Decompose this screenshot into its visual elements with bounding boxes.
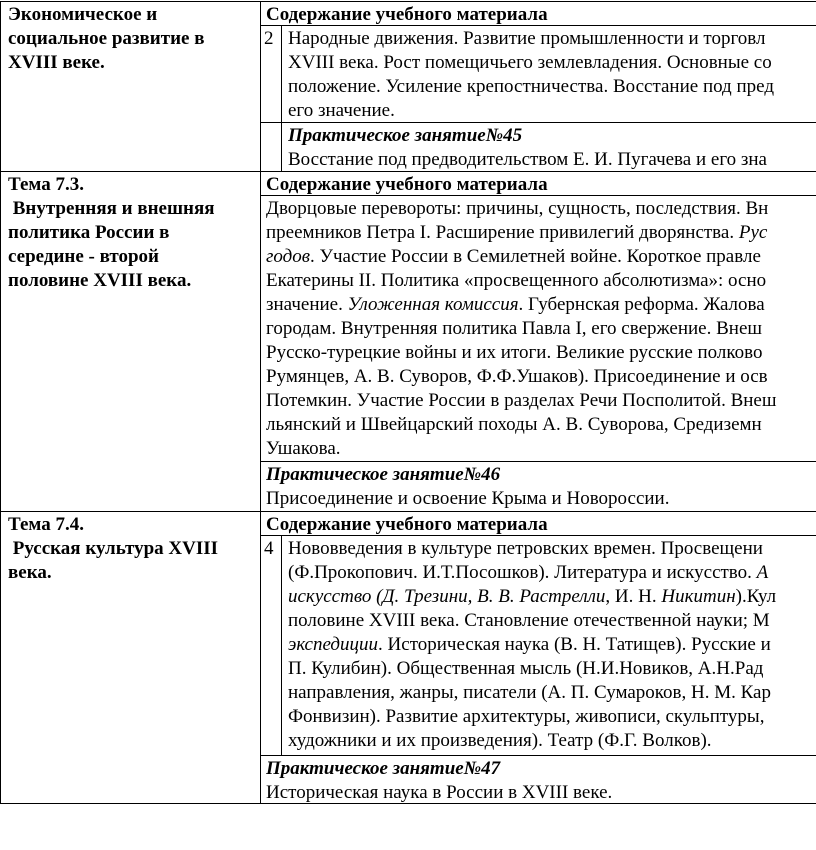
content-line [266,197,816,221]
topic-title-line: социальное развитие в [8,28,205,49]
practical-divider [260,461,816,462]
hours-number-3: 4 [264,538,274,559]
italic-segment: искусство (Д. Трезини, В. В. Растрелли [288,586,606,607]
practical-text-1: Восстание под предводительством Е. И. Пугачева и его зна [288,149,767,170]
practical-title-3: Практическое занятие№47 [266,758,501,779]
section-header-3: Содержание учебного материала [266,514,548,535]
text-segment: художники и их произведения). Театр (Ф.Г. Волков). [288,730,712,751]
content-line [266,341,816,365]
text-segment: Нововведения в культуре петровских времен. Просвещени [288,538,763,559]
content-line [266,317,816,341]
italic-segment: Рус [738,222,768,243]
text-segment: , И. Н. [605,586,662,607]
text-segment: направления, жанры, писатели (А. П. Сумароков, Н. М. Кар [288,682,771,703]
topic-title-line: политика России в [8,222,170,243]
text-segment: (Ф.Прокопович. И.Т.Посошков). Литература и искусство. [288,562,757,583]
content-line [288,729,816,753]
header-divider [260,195,816,196]
topic-title-2 [8,173,256,293]
content-line [288,585,816,609]
number-column-divider [281,535,282,755]
text-segment: Дворцовые перевороты: причины, сущность, последствия. Вн [266,198,769,219]
text-segment: . Участие России в Семилетней войне. Короткое правле [310,246,761,267]
practical-title-1: Практическое занятие№45 [288,125,523,146]
content-line [288,561,816,585]
section-content-2 [266,197,816,461]
content-line [288,51,816,75]
text-segment: льянский и Швейцарский походы А. В. Суворова, Средиземн [266,414,762,435]
italic-segment: годов [266,246,311,267]
text-segment: значение. [266,294,348,315]
topic-title-line: Экономическое и [8,4,158,25]
topic-title-line: Тема 7.3. [8,174,84,195]
content-line [266,221,816,245]
italic-segment: А [756,562,769,583]
content-line [266,413,816,437]
section-content-1 [288,27,816,123]
column-divider [260,1,261,804]
content-line [288,657,816,681]
text-segment: Фонвизин). Развитие архитектуры, живописи, скульптуры, [288,706,770,727]
text-segment: Румянцев, А. В. Суворов, Ф.Ф.Ушаков). Присоединение и осв [266,366,768,387]
text-segment: . Губернская реформа. Жалова [518,294,765,315]
topic-title-line: середине - второй [8,246,159,267]
content-line [288,537,816,561]
section-header-2: Содержание учебного материала [266,174,548,195]
content-line [266,437,816,461]
topic-title-line: Внутренняя и внешняя [8,198,215,219]
row-divider [0,171,816,172]
hours-number-1: 2 [264,28,274,49]
content-line [288,609,816,633]
content-line [266,365,816,389]
number-column-divider [281,25,282,171]
content-line [288,633,816,657]
text-segment: половине XVIII века. Становление отечественной науки; М [288,610,770,631]
topic-title-1 [8,3,256,75]
text-segment: его значение. [288,100,395,121]
practical-title-2: Практическое занятие№46 [266,464,501,485]
content-line [288,99,816,123]
topic-title-line: Тема 7.4. [8,514,84,535]
text-segment: Ушакова. [266,438,341,459]
text-segment: Русско-турецкие войны и их итоги. Великие русские полково [266,342,763,363]
content-line [266,245,816,269]
topic-title-3 [8,513,256,585]
header-divider [260,25,816,26]
text-segment: городам. Внутренняя политика Павла I, его свержение. Внеш [266,318,763,339]
topic-title-line: века. [8,562,52,583]
content-line [266,389,816,413]
row-divider [0,511,816,512]
header-divider [260,535,816,536]
content-line [288,681,816,705]
content-line [266,269,816,293]
content-line [288,75,816,99]
text-segment: ).Кул [735,586,777,607]
practical-text-3: Историческая наука в России в XVIII веке. [266,782,613,803]
topic-title-line: половине XVIII века. [8,270,192,291]
text-segment: преемников Петра I. Расширение привилегий дворянства. [266,222,739,243]
content-line [288,27,816,51]
table-border-bottom [0,803,816,804]
content-line [288,705,816,729]
practical-text-2: Присоединение и освоение Крыма и Новороссии. [266,488,670,509]
table-border-left [0,1,1,804]
section-header-1: Содержание учебного материала [266,4,548,25]
practical-divider [260,122,816,123]
topic-title-line: XVIII веке. [8,52,105,73]
italic-segment: экспедиции [288,634,379,655]
text-segment: XVIII века. Рост помещичьего землевладения. Основные со [288,52,772,73]
text-segment: Екатерины II. Политика «просвещенного абсолютизма»: осно [266,270,767,291]
section-content-3 [288,537,816,753]
text-segment: . Историческая наука (В. Н. Татищев). Русские и [378,634,771,655]
text-segment: Потемкин. Участие России в разделах Речи Посполитой. Внеш [266,390,777,411]
text-segment: П. Кулибин). Общественная мысль (Н.И.Новиков, А.Н.Рад [288,658,764,679]
text-segment: Народные движения. Развитие промышленности и торговл [288,28,766,49]
italic-segment: Уложенная комиссия [347,294,519,315]
practical-divider [260,755,816,756]
topic-title-line: Русская культура XVIII [8,538,219,559]
content-line [266,293,816,317]
table-border-top [0,1,816,2]
italic-segment: Никитин [661,586,736,607]
text-segment: положение. Усиление крепостничества. Восстание под пред [288,76,774,97]
